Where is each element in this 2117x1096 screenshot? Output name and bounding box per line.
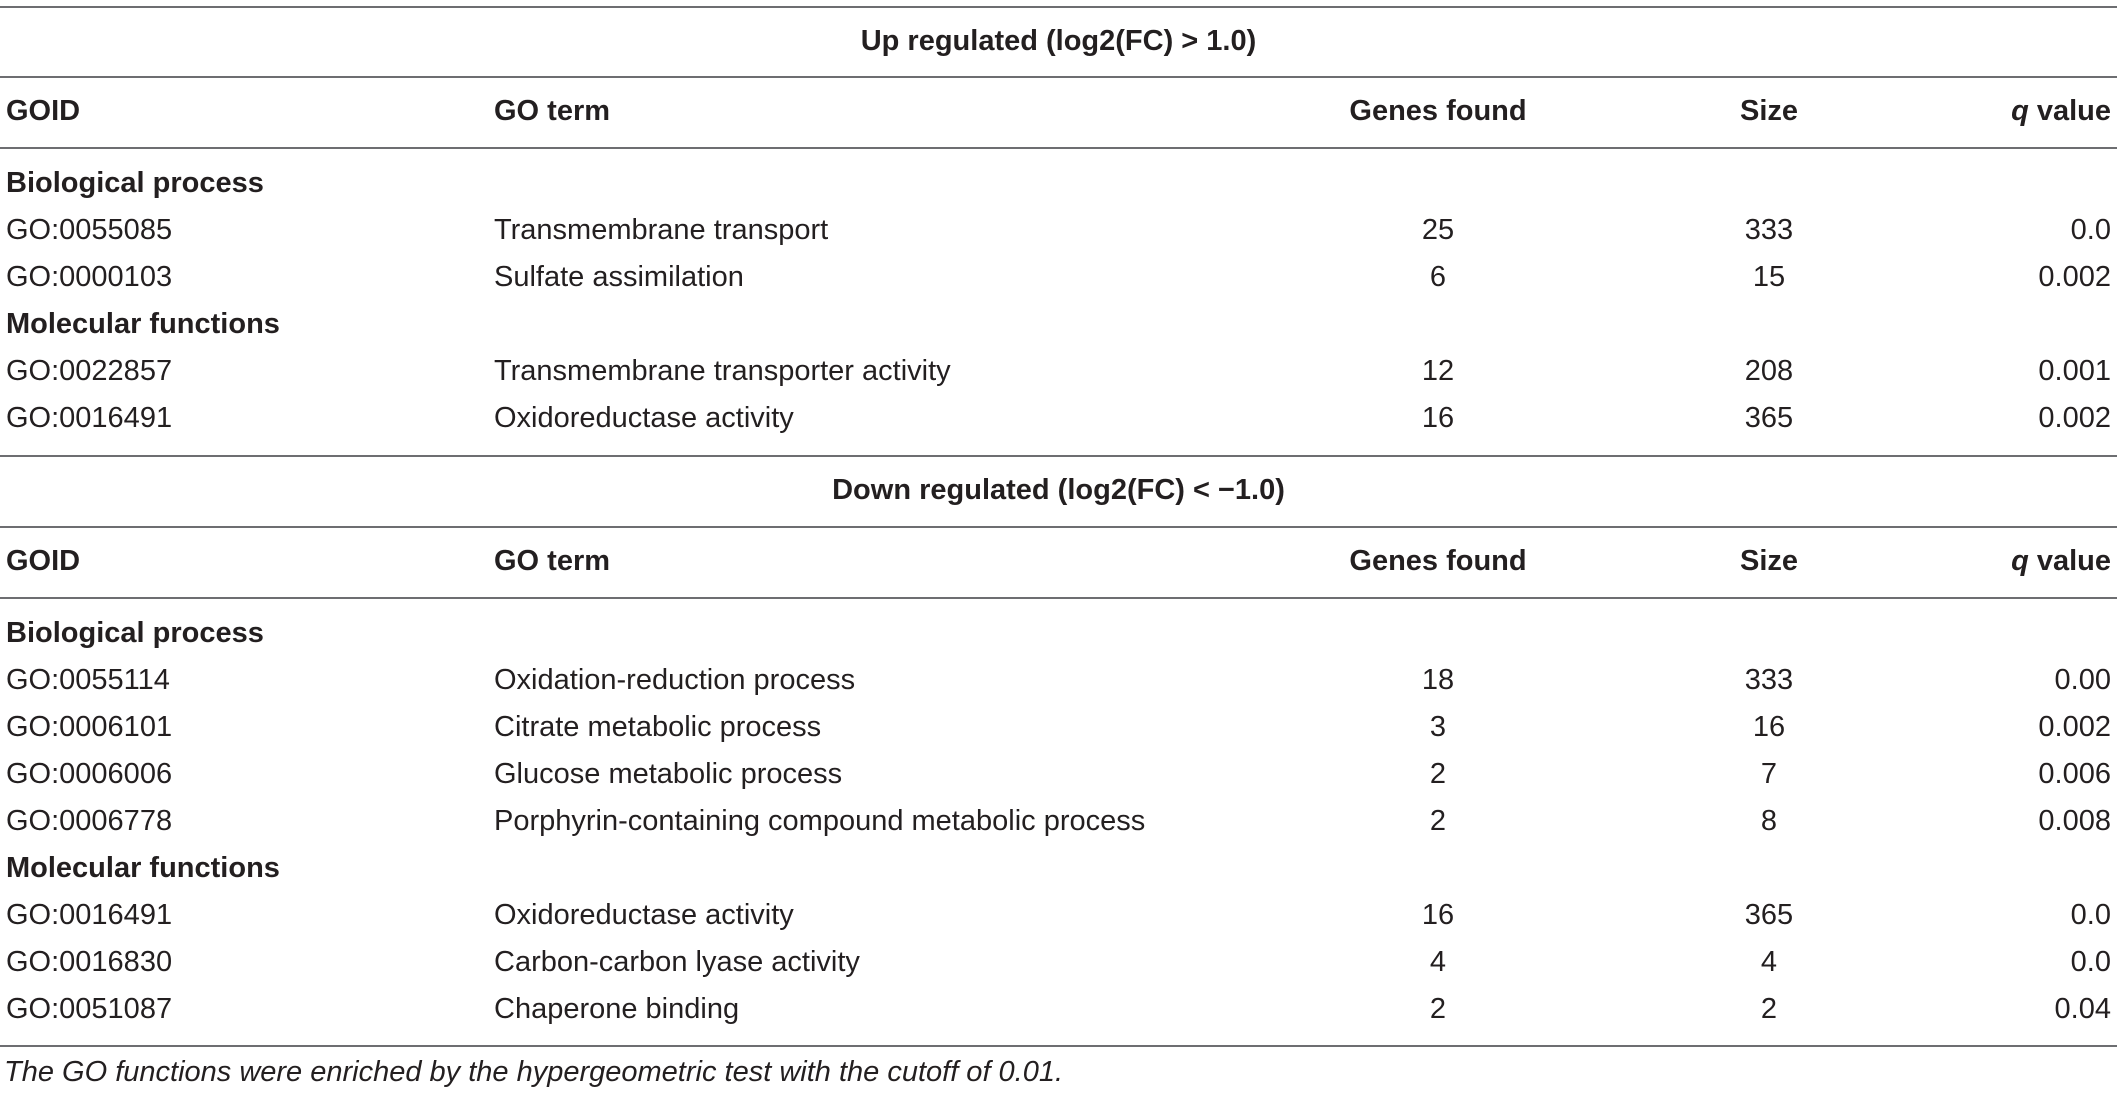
rule bbox=[0, 455, 2117, 457]
header-goid: GOID bbox=[6, 95, 81, 127]
header-q-value bbox=[2011, 88, 2111, 135]
group-name: Molecular functions bbox=[6, 852, 280, 884]
go-term-cell: Oxidoreductase activity bbox=[494, 899, 794, 931]
size-cell: 333 bbox=[1744, 214, 1794, 246]
genes-found-cell: 4 bbox=[1429, 946, 1447, 978]
group-heading bbox=[0, 301, 2117, 348]
header-size: Size bbox=[1739, 545, 1799, 577]
size-cell: 365 bbox=[1744, 899, 1794, 931]
table-row bbox=[0, 892, 2117, 939]
size-cell: 208 bbox=[1744, 355, 1794, 387]
genes-found-cell: 6 bbox=[1429, 261, 1447, 293]
goid-cell: GO:0006006 bbox=[6, 758, 173, 790]
header-genes-found: Genes found bbox=[1349, 545, 1527, 577]
group-heading bbox=[0, 845, 2117, 892]
go-term-cell: Chaperone binding bbox=[494, 993, 740, 1025]
goid-cell: GO:0016491 bbox=[6, 402, 173, 434]
section-title-up: Up regulated (log2(FC) > 1.0) bbox=[860, 25, 1257, 57]
go-term-cell: Transmembrane transport bbox=[494, 214, 829, 246]
table-row bbox=[0, 798, 2117, 845]
go-term-cell: Glucose metabolic process bbox=[494, 758, 843, 790]
q-value-cell: 0.002 bbox=[2038, 261, 2111, 293]
size-cell: 333 bbox=[1744, 664, 1794, 696]
group-name: Biological process bbox=[6, 617, 264, 649]
goid-cell: GO:0051087 bbox=[6, 993, 173, 1025]
goid-cell: GO:0016830 bbox=[6, 946, 173, 978]
column-header-row bbox=[0, 538, 2117, 585]
header-q-symbol: q bbox=[2011, 95, 2029, 127]
genes-found-cell: 16 bbox=[1421, 402, 1455, 434]
goid-cell: GO:0006101 bbox=[6, 711, 173, 743]
goid-cell: GO:0022857 bbox=[6, 355, 173, 387]
header-q-text: value bbox=[2028, 95, 2111, 127]
header-size: Size bbox=[1739, 95, 1799, 127]
q-value-cell: 0.0 bbox=[2070, 899, 2111, 931]
goid-cell: GO:0016491 bbox=[6, 899, 173, 931]
go-term-cell: Porphyrin-containing compound metabolic process bbox=[494, 805, 1146, 837]
rule bbox=[0, 76, 2117, 78]
table-row bbox=[0, 348, 2117, 395]
genes-found-cell: 12 bbox=[1421, 355, 1455, 387]
table-row bbox=[0, 657, 2117, 704]
go-term-cell: Sulfate assimilation bbox=[494, 261, 744, 293]
q-value-cell: 0.04 bbox=[2054, 993, 2111, 1025]
table-row bbox=[0, 704, 2117, 751]
genes-found-cell: 3 bbox=[1429, 711, 1447, 743]
header-q-value bbox=[2011, 538, 2111, 585]
rule bbox=[0, 526, 2117, 528]
header-go-term: GO term bbox=[494, 545, 611, 577]
genes-found-cell: 2 bbox=[1429, 758, 1447, 790]
genes-found-cell: 18 bbox=[1421, 664, 1455, 696]
go-term-cell: Oxidoreductase activity bbox=[494, 402, 794, 434]
header-q-symbol: q bbox=[2011, 545, 2029, 577]
q-value-cell: 0.006 bbox=[2038, 758, 2111, 790]
group-heading bbox=[0, 160, 2117, 207]
q-value-cell: 0.008 bbox=[2038, 805, 2111, 837]
table-footnote: The GO functions were enriched by the hypergeometric test with the cutoff of 0.01. bbox=[4, 1056, 1064, 1088]
goid-cell: GO:0000103 bbox=[6, 261, 173, 293]
genes-found-cell: 2 bbox=[1429, 993, 1447, 1025]
goid-cell: GO:0055114 bbox=[6, 664, 170, 696]
rule-top bbox=[0, 6, 2117, 8]
header-genes-found: Genes found bbox=[1349, 95, 1527, 127]
q-value-cell: 0.002 bbox=[2038, 711, 2111, 743]
size-cell: 7 bbox=[1760, 758, 1778, 790]
q-value-cell: 0.001 bbox=[2038, 355, 2111, 387]
rule-bottom bbox=[0, 1045, 2117, 1047]
header-q-text: value bbox=[2028, 545, 2111, 577]
column-header-row bbox=[0, 88, 2117, 135]
size-cell: 4 bbox=[1760, 946, 1778, 978]
header-go-term: GO term bbox=[494, 95, 611, 127]
group-heading bbox=[0, 610, 2117, 657]
group-name: Biological process bbox=[6, 167, 264, 199]
table-row bbox=[0, 751, 2117, 798]
go-term-cell: Carbon-carbon lyase activity bbox=[494, 946, 860, 978]
size-cell: 2 bbox=[1760, 993, 1778, 1025]
table-row bbox=[0, 254, 2117, 301]
table-row bbox=[0, 207, 2117, 254]
goid-cell: GO:0006778 bbox=[6, 805, 173, 837]
q-value-cell: 0.002 bbox=[2038, 402, 2111, 434]
size-cell: 365 bbox=[1744, 402, 1794, 434]
q-value-cell: 0.0 bbox=[2070, 214, 2111, 246]
rule bbox=[0, 147, 2117, 149]
genes-found-cell: 2 bbox=[1429, 805, 1447, 837]
rule bbox=[0, 597, 2117, 599]
q-value-cell: 0.00 bbox=[2054, 664, 2111, 696]
section-title-down: Down regulated (log2(FC) < −1.0) bbox=[832, 474, 1285, 506]
genes-found-cell: 16 bbox=[1421, 899, 1455, 931]
size-cell: 8 bbox=[1760, 805, 1778, 837]
table-row bbox=[0, 939, 2117, 986]
genes-found-cell: 25 bbox=[1421, 214, 1455, 246]
q-value-cell: 0.0 bbox=[2070, 946, 2111, 978]
size-cell: 16 bbox=[1752, 711, 1786, 743]
table-row bbox=[0, 986, 2117, 1033]
table-row bbox=[0, 395, 2117, 442]
go-term-cell: Oxidation-reduction process bbox=[494, 664, 856, 696]
size-cell: 15 bbox=[1752, 261, 1786, 293]
go-term-cell: Citrate metabolic process bbox=[494, 711, 822, 743]
goid-cell: GO:0055085 bbox=[6, 214, 173, 246]
header-goid: GOID bbox=[6, 545, 81, 577]
go-term-cell: Transmembrane transporter activity bbox=[494, 355, 951, 387]
group-name: Molecular functions bbox=[6, 308, 280, 340]
